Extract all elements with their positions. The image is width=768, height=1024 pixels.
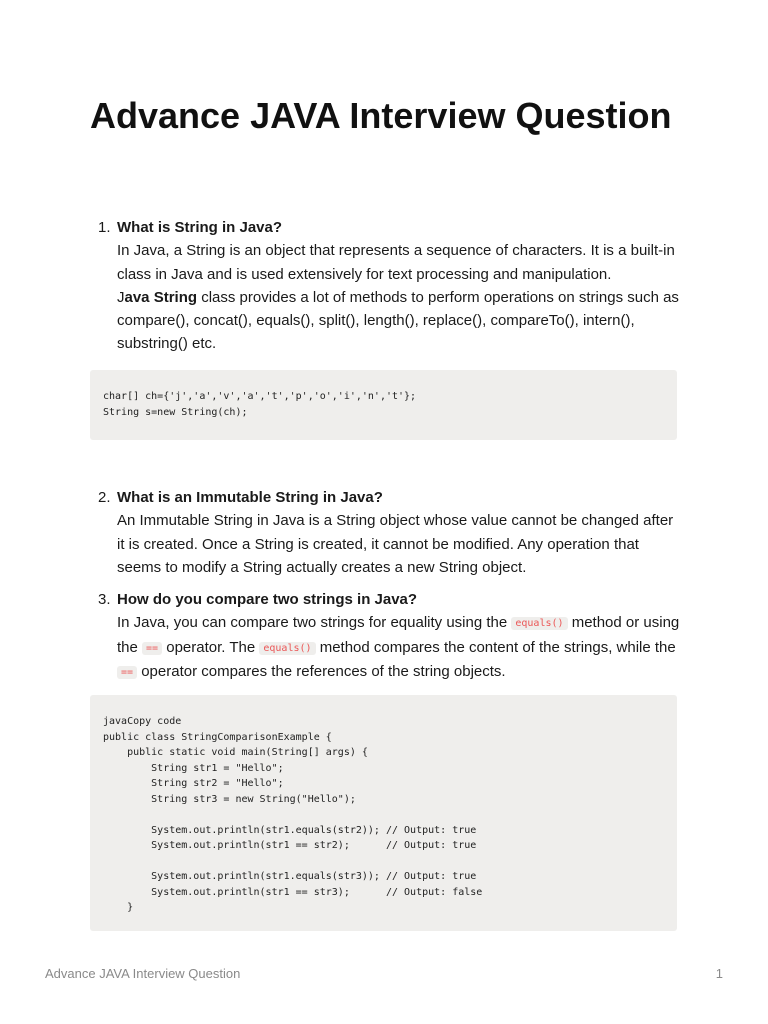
footer-title: Advance JAVA Interview Question [45, 966, 241, 981]
question-number: 3. [98, 591, 111, 608]
code-block [90, 695, 677, 931]
code-line: char[] ch={'j','a','v','a','t','p','o','i','n','t'}; [103, 391, 417, 402]
code-line: System.out.println(str1.equals(str2)); // Output: true [103, 824, 477, 836]
answer-paragraph: An Immutable String in Java is a String object whose value cannot be changed after it is created. Once a String is created, it cannot be modified. Any operation that seems to modify a String actually creates a new String object. [117, 512, 674, 576]
code-line: } [103, 902, 134, 913]
answer-text: class provides a lot of methods to perform operations on strings such as compare(), concat(), equals(), split(), length(), replace(), compareTo(), intern(), substring() etc. [117, 288, 679, 353]
code-line: public class StringComparisonExample { [103, 731, 332, 743]
answer-text: method compares the content of the strings, while the [315, 638, 676, 656]
code-line: String s=new String(ch); [103, 406, 248, 418]
answer-text: In Java, you can compare two strings for equality using the [117, 614, 512, 632]
question-3 [90, 588, 680, 684]
answer-paragraph [117, 611, 680, 684]
code-line: javaCopy code [103, 716, 182, 727]
code-line: System.out.println(str1.equals(str3)); // Output: true [103, 871, 477, 882]
answer-text: operator compares the references of the string objects. [137, 662, 506, 680]
code-line [103, 854, 664, 870]
answer-bold-text: ava String [124, 288, 198, 306]
code-line: public static void main(String[] args) { [103, 747, 368, 758]
code-line: System.out.println(str1 == str2); // Output: true [103, 840, 477, 851]
code-line: String str2 = "Hello"; [103, 778, 284, 789]
question-2 [90, 486, 680, 579]
inline-code: equals() [511, 617, 567, 630]
answer-paragraph [117, 286, 680, 356]
inline-code: == [142, 642, 162, 655]
answer-text: operator. The [162, 638, 260, 656]
question-number: 2. [98, 489, 111, 506]
code-block [90, 370, 677, 440]
question-number: 1. [98, 219, 111, 236]
code-line: String str3 = new String("Hello"); [103, 793, 356, 805]
inline-code: == [117, 666, 137, 679]
answer-paragraph: In Java, a String is an object that represents a sequence of characters. It is a built-in class in Java and is used extensively for text processing and manipulation. [117, 242, 675, 283]
question-title: What is an Immutable String in Java? [117, 489, 383, 506]
question-1 [90, 216, 680, 356]
code-line: System.out.println(str1 == str3); // Output: false [103, 886, 483, 898]
page-number: 1 [715, 966, 723, 981]
answer-text: method or using the [117, 614, 680, 656]
question-title: How do you compare two strings in Java? [117, 591, 418, 608]
page-title: Advance JAVA Interview Question [90, 95, 672, 136]
question-title: What is String in Java? [117, 219, 283, 236]
inline-code: equals() [259, 642, 315, 655]
code-line [103, 807, 664, 823]
code-line: String str1 = "Hello"; [103, 762, 284, 774]
answer-text: J [117, 288, 125, 306]
